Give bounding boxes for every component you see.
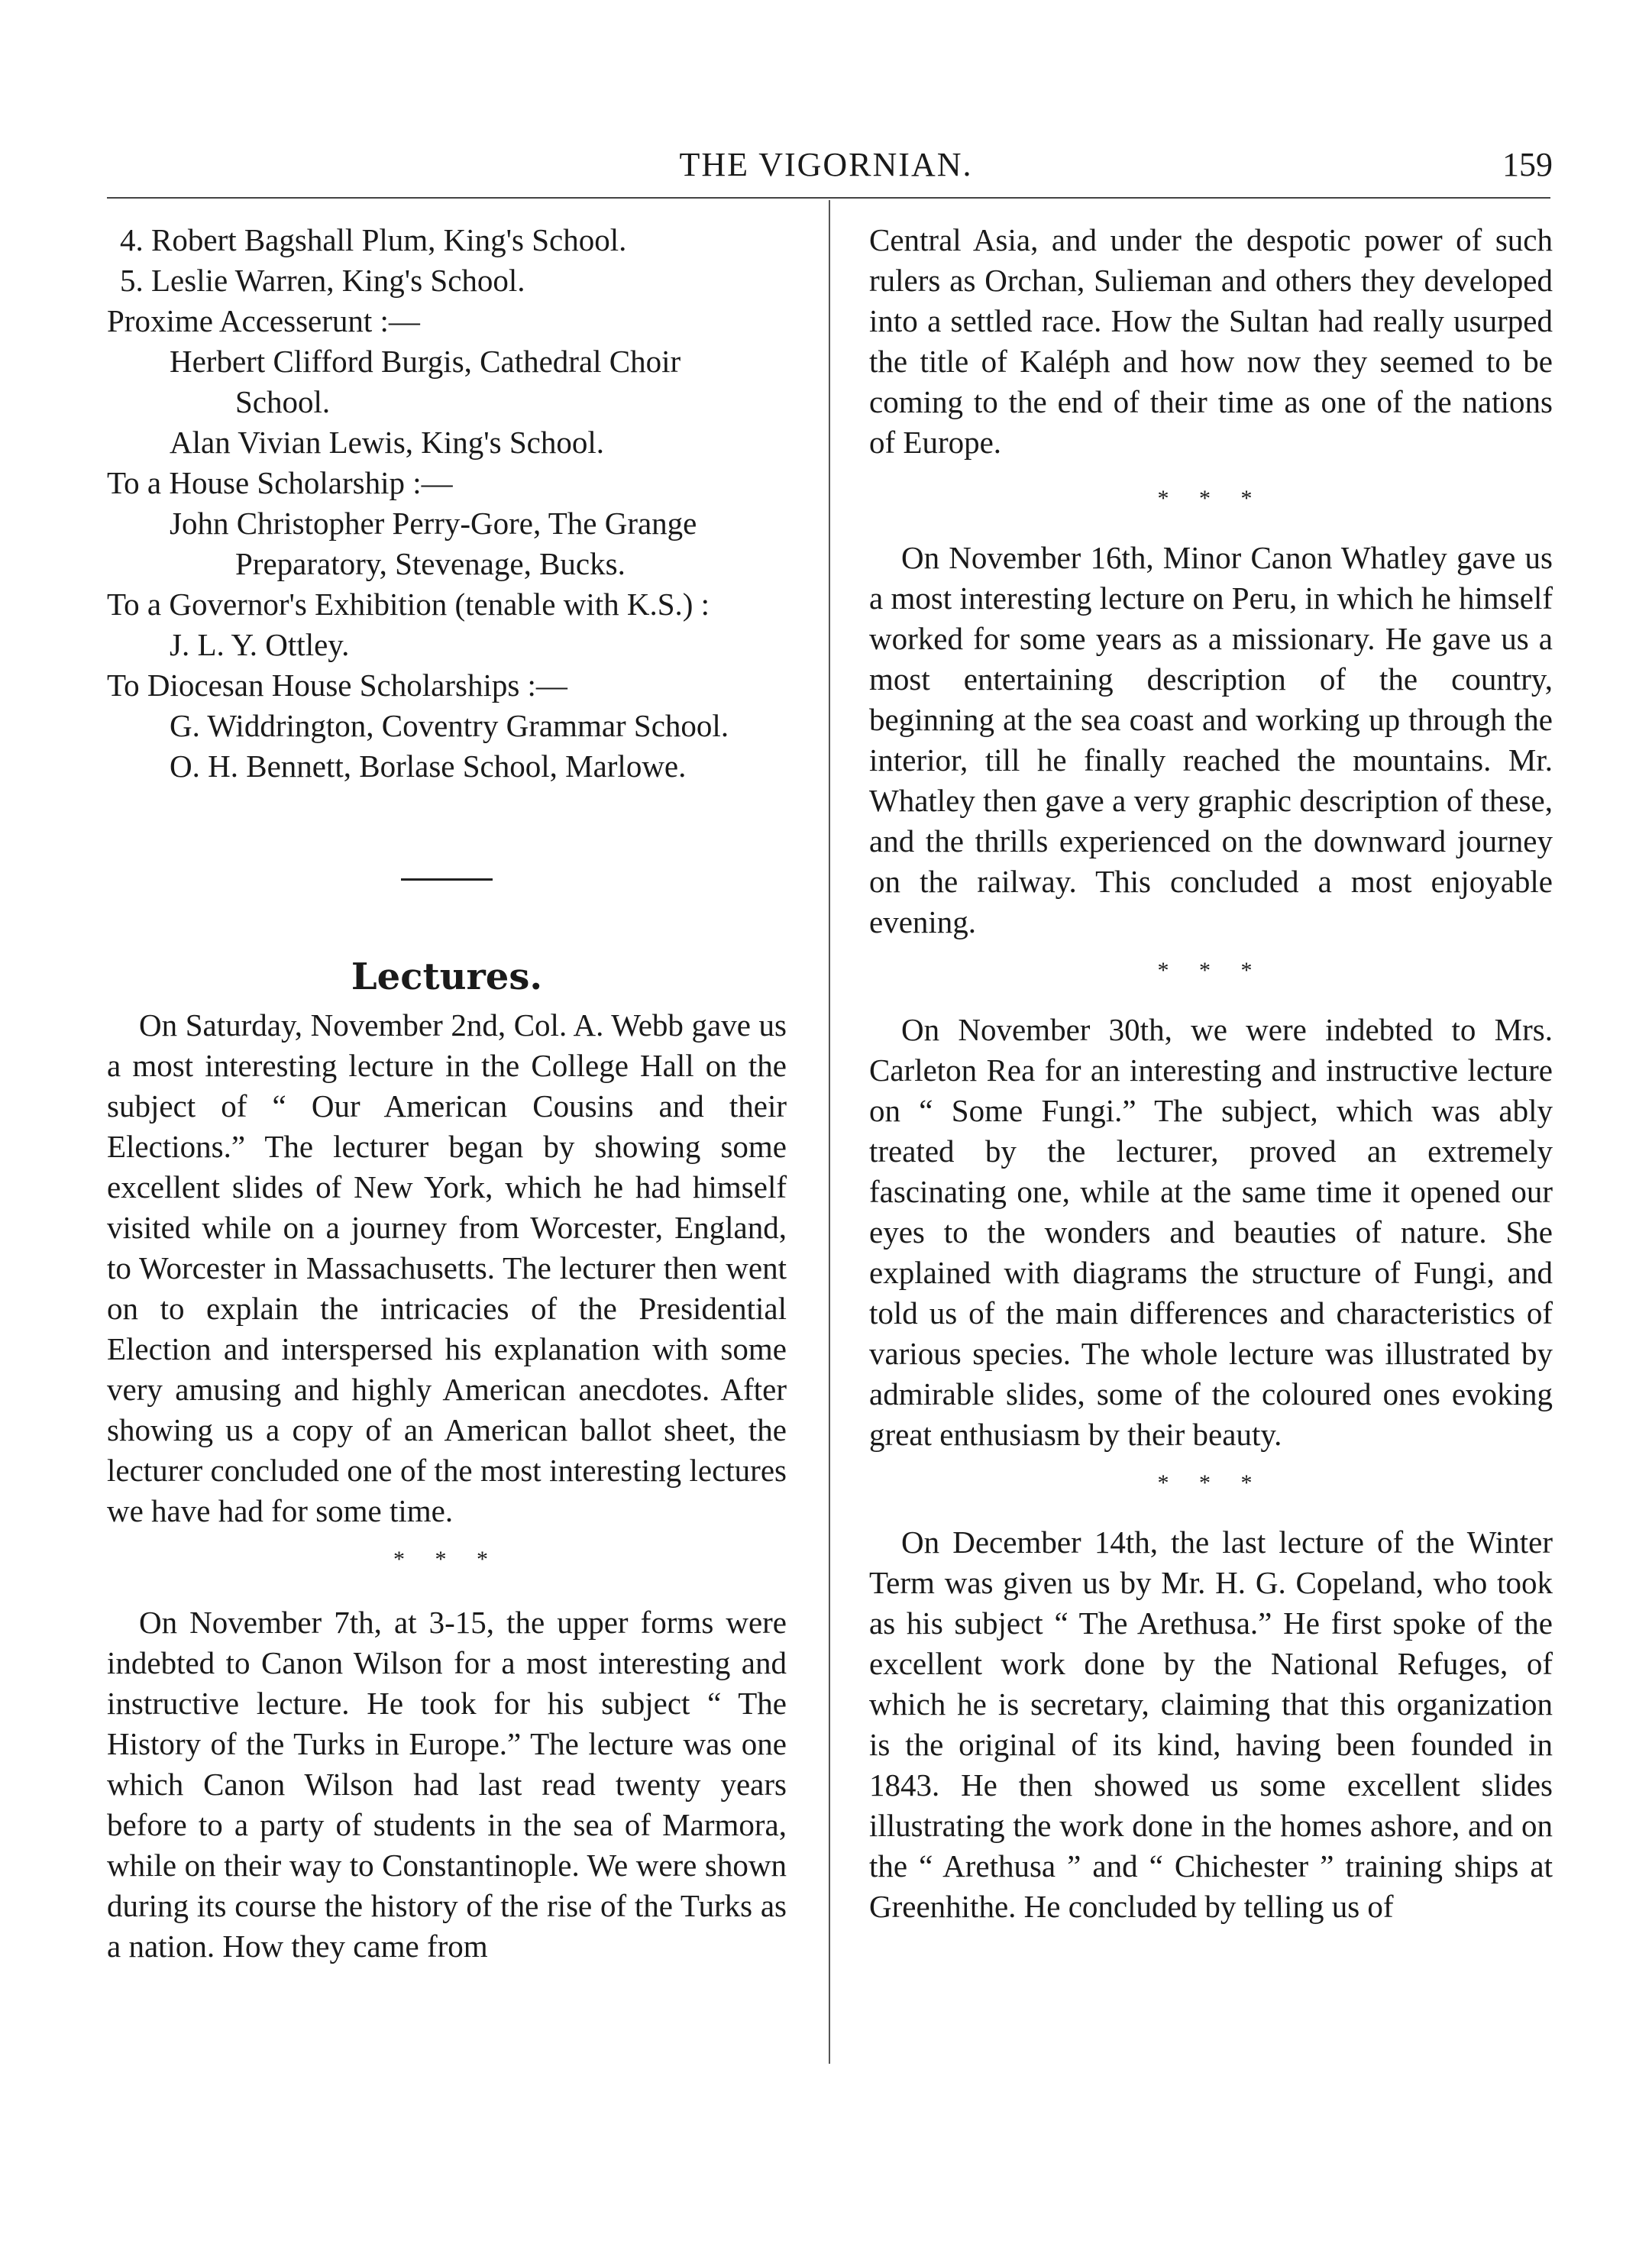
separator: * * * [1157, 486, 1265, 511]
lecture-paragraph: On November 7th, at 3-15, the upper forms were indebted to Canon Wilson for a most interesting and instructive lecture. He took for his subject “ The History of the Turks in Europe.” The lecture was one which Canon Wilson had last read twenty years before to a party of students in the sea of Marmora, while on their way to Constantinople. We were shown during its course the history of the rise of the Turks as a nation. How they came from [107, 1605, 787, 1964]
section-title: Lectures. [351, 955, 543, 998]
lecture-paragraph: Central Asia, and under the despotic power of such rulers as Orchan, Sulieman and others they developed into a settled race. How the Sultan had really usurped the title of Kaléph and how now they seemed to be coming to the end of their time as one of the nations of Europe. [869, 222, 1553, 460]
lecture-paragraph: On Saturday, November 2nd, Col. A. Webb gave us a most interesting lecture in the College Hall on the subject of “ Our American Cousins and their Elections.” The lecturer began by showing some excellent slides of New York, which he had himself visited while on a journey from Worcester, England, to Worcester in Massachusetts. The lecturer then went on to explain the intricacies of the Presidential Election and interspersed his explanation with some very amusing and highly American anecdotes. After showing us a copy of an American ballot sheet, the lecturer concluded one of the most interesting lectures we have had for some time. [107, 1007, 787, 1528]
separator: * * * [1157, 958, 1265, 983]
running-title: THE VIGORNIAN. [679, 146, 973, 183]
list-heading: To Diocesan House Scholarships :— [107, 668, 567, 703]
separator: * * * [1157, 1470, 1265, 1495]
list-heading: To a House Scholarship :— [107, 465, 453, 500]
list-item: Alan Vivian Lewis, King's School. [170, 425, 605, 460]
lecture-paragraph: On November 30th, we were indebted to Mrs. Carleton Rea for an interesting and instructive lecture on “ Some Fungi.” The subject, which was ably treated by the lecturer, proved an extremely fascinating one, while at the same time it opened our eyes to the wonders and beauties of nature. She explained with diagrams the structure of Fungi, and told us of the main differences and characteristics of various species. The whole lecture was illustrated by admirable slides, some of the coloured ones evoking great enthusiasm by their beauty. [869, 1012, 1553, 1452]
lecture-paragraph: On December 14th, the last lecture of the Winter Term was given us by Mr. H. G. Copeland, who took as his subject “ The Arethusa.” He first spoke of the excellent work done by the National Refuges, of which he is secretary, claiming that this organization is the original of its kind, having been founded in 1843. He then showed us some excellent slides illustrating the work done in the homes ashore, and on the “ Arethusa ” and “ Chichester ” training ships at Greenhithe. He concluded by telling us of [869, 1525, 1553, 1924]
list-heading: Proxime Accesserunt :— [107, 303, 420, 338]
header-rule [107, 197, 1550, 199]
list-item: 5. Leslie Warren, King's School. [120, 263, 525, 298]
list-heading: To a Governor's Exhibition (tenable with K.S.) : [107, 587, 710, 622]
right-column [869, 220, 1553, 1927]
list-item: J. L. Y. Ottley. [170, 627, 350, 662]
lecture-paragraph: On November 16th, Minor Canon Whatley gave us a most interesting lecture on Peru, in which he himself worked for some years as a missionary. He gave us a most entertaining description of the country, beginning at the sea coast and working up through the interior, till he finally reached the mountains. Mr. Whatley then gave a very graphic description of these, and the thrills experienced on the downward journey on the railway. This concluded a most enjoyable evening. [869, 540, 1553, 939]
list-item: Herbert Clifford Burgis, Cathedral Choir [170, 344, 681, 379]
list-item: John Christopher Perry-Gore, The Grange [170, 506, 697, 541]
list-item: Preparatory, Stevenage, Bucks. [235, 546, 626, 581]
page-number: 159 [1502, 146, 1553, 183]
list-item: School. [235, 384, 331, 419]
list-item: O. H. Bennett, Borlase School, Marlowe. [170, 749, 687, 784]
left-column [107, 220, 787, 1967]
column-divider [829, 200, 830, 2064]
list-item: G. Widdrington, Coventry Grammar School. [170, 708, 729, 743]
list-item: 4. Robert Bagshall Plum, King's School. [120, 222, 627, 257]
separator: * * * [393, 1547, 500, 1572]
